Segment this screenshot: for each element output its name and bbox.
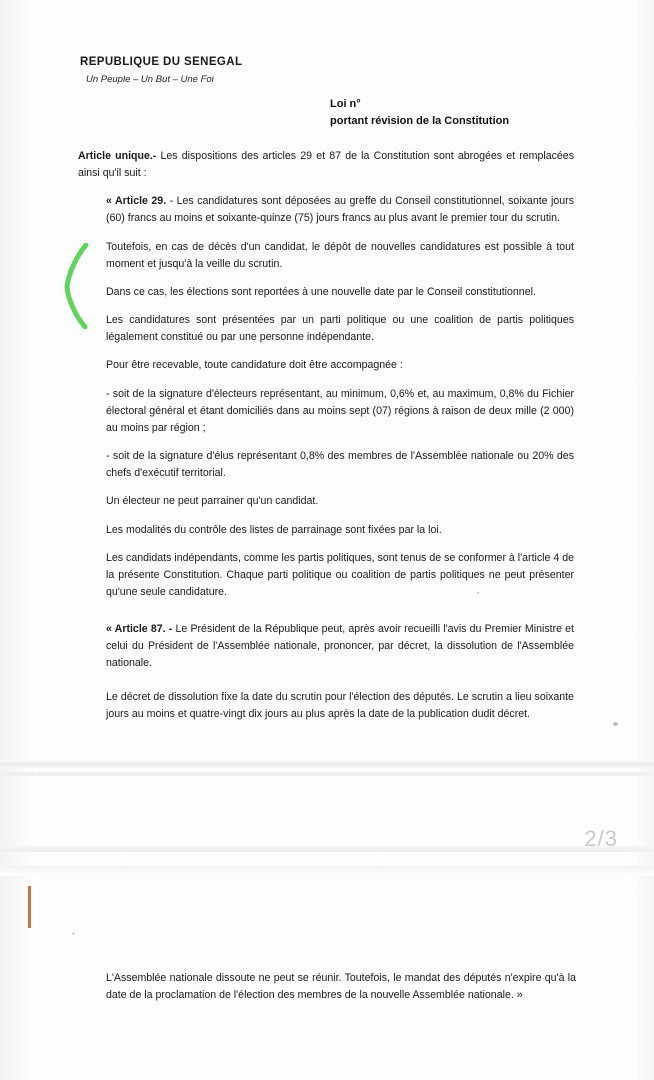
paragraph-lead: Article unique.- bbox=[78, 150, 157, 162]
paragraph-text: Toutefois, en cas de décès d'un candidat, le dépôt de nouvelles candidatures est possible à tout moment et jusqu'à la veille du scrutin. bbox=[106, 240, 574, 270]
paragraph-text: Dans ce cas, les élections sont reportées à une nouvelle date par le Conseil constitutionnel. bbox=[106, 285, 536, 298]
paragraph-text: Un électeur ne peut parrainer qu'un candidat. bbox=[106, 495, 319, 508]
paragraph-text: Le Président de la République peut, après avoir recueilli l'avis du Premier Ministre et celui du Président de l'Assemblée nationale, prononcer, par décret, la dissolution de l'Assemblée nationale. bbox=[106, 623, 575, 670]
national-motto: Un Peuple – Un But – Une Foi bbox=[86, 74, 214, 85]
document-header bbox=[80, 56, 242, 85]
paragraph-tiret-2 bbox=[78, 448, 574, 482]
scan-band-top bbox=[0, 760, 654, 768]
paragraph-toutefois-deces bbox=[78, 239, 574, 273]
paragraph-text: Les candidats indépendants, comme les partis politiques, sont tenus de se conformer à l'article 4 de la présente Constitution. Chaque parti politique ou coalition de partis politiques ne peut présenter qu'une seule candidature. bbox=[106, 551, 574, 598]
paragraph-tiret-1 bbox=[78, 386, 574, 437]
paragraph-modalites-controle bbox=[78, 522, 574, 539]
paragraph-candidatures-presentees bbox=[78, 312, 574, 346]
paragraph-elections-reportees bbox=[78, 284, 574, 301]
law-heading bbox=[330, 96, 509, 130]
paragraph-article-29 bbox=[78, 193, 574, 227]
paragraph-text: - soit de la signature d'élus représentant 0,8% des membres de l'Assemblée nationale ou 20% des chefs d'exécutif territorial. bbox=[106, 450, 574, 480]
scan-edge-left bbox=[0, 0, 38, 1080]
paragraph-electeur-parrain bbox=[78, 493, 574, 510]
page-number: 2/3 bbox=[584, 826, 618, 851]
law-number: Loi n° bbox=[330, 98, 361, 110]
scan-speck bbox=[72, 932, 75, 935]
paragraph-text: L'Assemblée nationale dissoute ne peut se réunir. Toutefois, le mandat des députés n'expire qu'à la date de la proclamation de l'élection des membres de la nouvelle Assemblée nationale. » bbox=[106, 972, 576, 1002]
paragraph-lead: « Article 87. - bbox=[106, 623, 173, 636]
paragraph-text: Les modalités du contrôle des listes de parrainage sont fixées par la loi. bbox=[106, 523, 442, 536]
paragraph-candidats-independants bbox=[78, 550, 574, 601]
scan-edge-right bbox=[628, 0, 654, 1080]
scan-speck bbox=[477, 592, 479, 594]
orange-margin-mark bbox=[28, 886, 31, 928]
paragraph-text: Pour être recevable, toute candidature doit être accompagnée : bbox=[106, 359, 403, 372]
country-title: REPUBLIQUE DU SENEGAL bbox=[80, 56, 243, 68]
paragraph-decret-dissolution bbox=[78, 689, 574, 723]
paragraph-article-unique bbox=[78, 148, 574, 182]
paragraph-article-87 bbox=[78, 621, 574, 672]
scan-band-third bbox=[0, 846, 654, 852]
next-page-paragraph bbox=[106, 970, 576, 1004]
scan-band-second bbox=[0, 772, 654, 776]
law-text bbox=[78, 148, 574, 734]
paragraph-text: - Les candidatures sont déposées au greffe du Conseil constitutionnel, soixante jours (60) francs au moins et soixante-quinze (75) jours francs au plus avant le premier tour du scrutin. bbox=[106, 195, 574, 225]
paragraph-text: Le décret de dissolution fixe la date du scrutin pour l'élection des députés. Le scrutin a lieu soixante jours au moins et quatre-vingt dix jours au plus après la date de la publication dudit décret. bbox=[106, 690, 574, 720]
paragraph-lead: « Article 29. bbox=[106, 195, 167, 208]
scan-band-bottom bbox=[0, 866, 654, 876]
paragraph-recevabilite bbox=[78, 357, 574, 374]
law-subject: portant révision de la Constitution bbox=[330, 115, 510, 128]
paragraph-text: - soit de la signature d'électeurs représentant, au minimum, 0,6% et, au maximum, 0,8% du Fichier électoral général et étant domiciliés dans au moins sept (07) régions à raison de deux mille (2 000) au moins par région ; bbox=[106, 387, 574, 434]
paragraph-text: Les dispositions des articles 29 et 87 de la Constitution sont abrogées et remplacées ainsi qu'il suit : bbox=[78, 150, 574, 180]
scan-speck bbox=[613, 722, 618, 726]
paragraph-text: Les candidatures sont présentées par un parti politique ou une coalition de partis politiques légalement constitué ou par une personne indépendante. bbox=[106, 314, 574, 344]
